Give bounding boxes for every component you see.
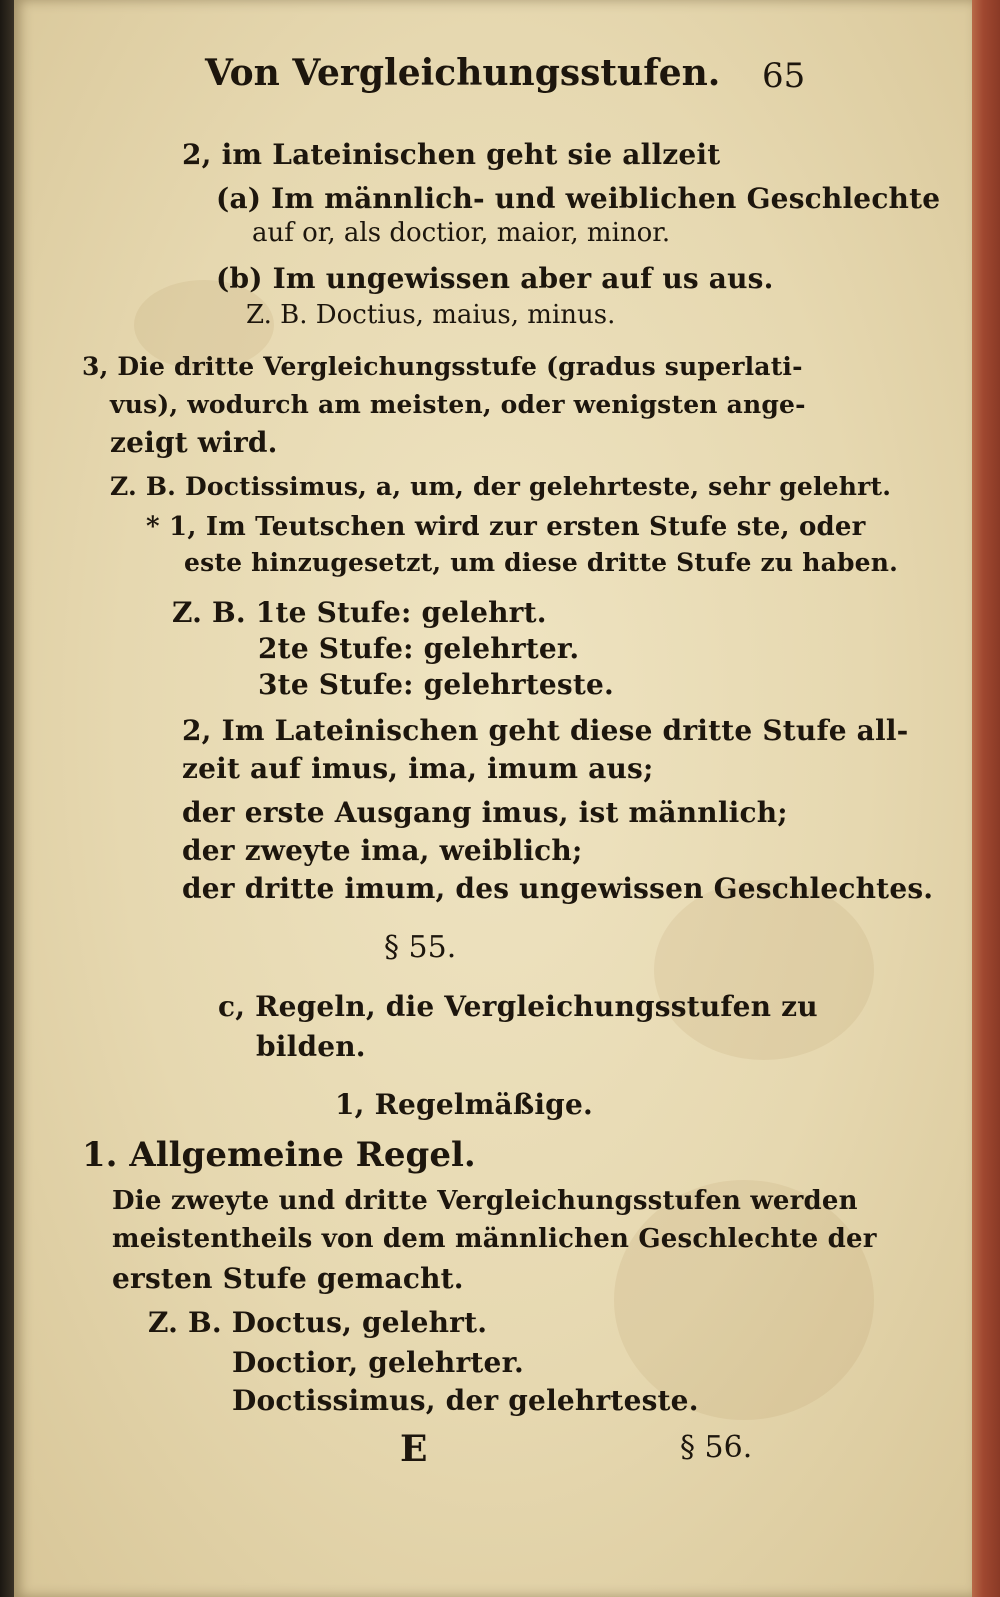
text-line: Doctior, gelehrter.: [232, 1346, 524, 1379]
book-gutter: [0, 0, 14, 1597]
text-line: auf or, als doctior, maior, minor.: [252, 218, 671, 248]
catchword: § 56.: [680, 1430, 753, 1465]
subheading: 1, Regelmäßige.: [335, 1088, 593, 1121]
text-line: 3te Stufe: gelehrteste.: [258, 668, 614, 701]
text-line: (b) Im ungewissen aber auf us aus.: [216, 262, 774, 295]
signature-mark: E: [400, 1428, 428, 1470]
text-line: 3, Die dritte Vergleichungsstufe (gradus superlati-: [82, 352, 803, 381]
paper-stain: [654, 880, 874, 1060]
text-line: der dritte imum, des ungewissen Geschlechtes.: [182, 872, 934, 905]
text-line: der erste Ausgang imus, ist männlich;: [182, 796, 788, 829]
text-line: Die zweyte und dritte Vergleichungsstufen werden: [112, 1186, 858, 1216]
text-line: este hinzugesetzt, um diese dritte Stufe zu haben.: [184, 548, 899, 577]
text-line: vus), wodurch am meisten, oder wenigsten ange-: [110, 390, 806, 419]
text-line: ersten Stufe gemacht.: [112, 1262, 464, 1295]
page-fore-edge: [972, 0, 1000, 1597]
text-line: Z. B. 1te Stufe: gelehrt.: [172, 596, 547, 629]
page-number: 65: [762, 56, 806, 96]
text-line: Z. B. Doctus, gelehrt.: [148, 1306, 488, 1339]
text-line: Z. B. Doctissimus, a, um, der gelehrteste, sehr gelehrt.: [110, 472, 892, 501]
text-line: Doctissimus, der gelehrteste.: [232, 1384, 699, 1417]
text-line: der zweyte ima, weiblich;: [182, 834, 583, 867]
text-line: 2te Stufe: gelehrter.: [258, 632, 580, 665]
text-line: c, Regeln, die Vergleichungsstufen zu: [218, 990, 818, 1023]
text-line: 2, im Lateinischen geht sie allzeit: [182, 138, 721, 171]
text-line: zeigt wird.: [110, 426, 278, 459]
text-line: * 1, Im Teutschen wird zur ersten Stufe ste, oder: [146, 512, 866, 542]
rule-heading: 1. Allgemeine Regel.: [82, 1135, 476, 1175]
text-line: (a) Im männlich- und weiblichen Geschlechte: [216, 182, 941, 215]
text-line: bilden.: [256, 1030, 366, 1063]
section-heading: § 55.: [384, 930, 457, 965]
text-line: Z. B. Doctius, maius, minus.: [246, 300, 616, 330]
text-line: zeit auf imus, ima, imum aus;: [182, 752, 654, 785]
text-line: 2, Im Lateinischen geht diese dritte Stufe all-: [182, 714, 909, 747]
running-header: Von Vergleichungsstufen.: [205, 52, 721, 94]
text-line: meistentheils von dem männlichen Geschlechte der: [112, 1224, 877, 1254]
